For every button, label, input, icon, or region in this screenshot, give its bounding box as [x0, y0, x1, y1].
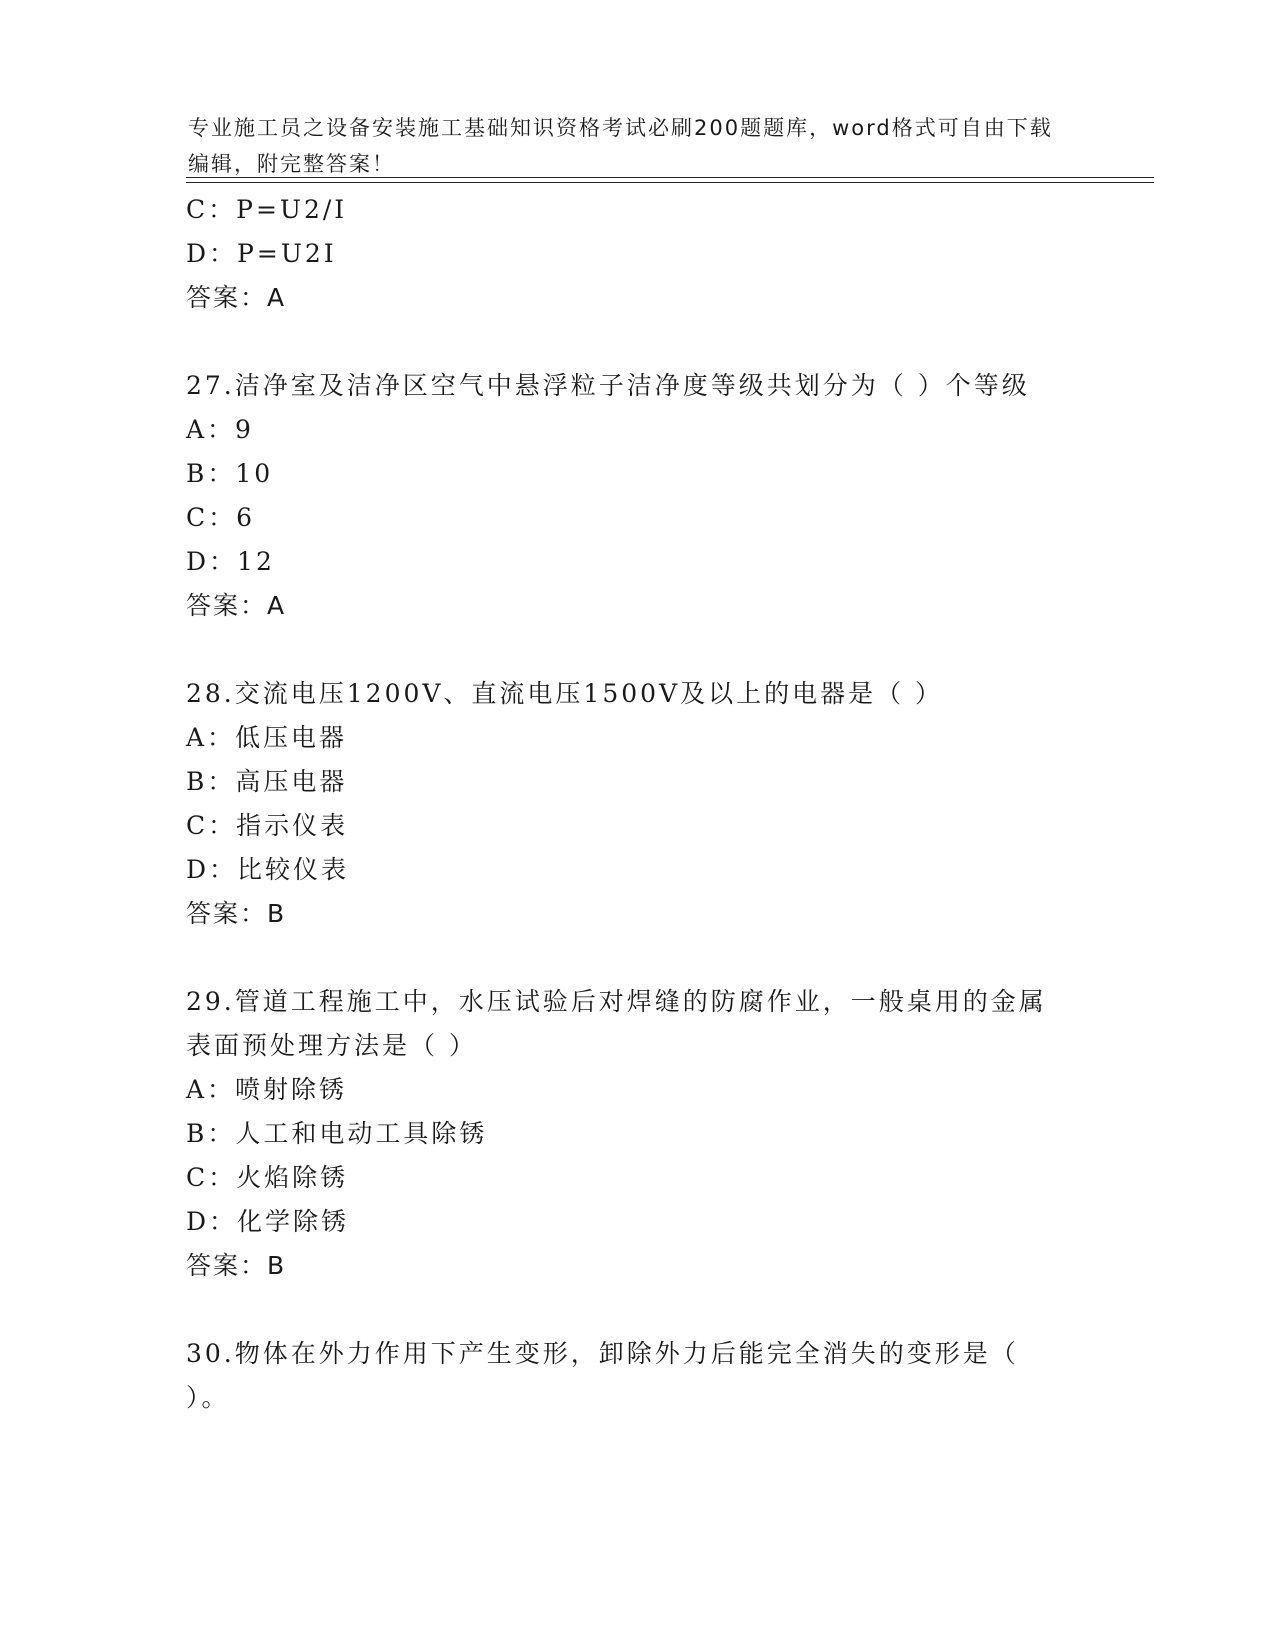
question-28-option-c: C：指示仪表	[186, 811, 349, 840]
question-27-stem: 27.洁净室及洁净区空气中悬浮粒子洁净度等级共划分为（ ）个等级	[186, 371, 1030, 400]
question-27-option-b: B：10	[186, 459, 274, 488]
question-28-option-d: D：比较仪表	[186, 855, 350, 884]
question-30-stem-line2: ）。	[186, 1383, 230, 1412]
question-28-option-b: B：高压电器	[186, 767, 348, 796]
question-29-stem-line1: 29.管道工程施工中，水压试验后对焊缝的防腐作业，一般桌用的金属	[186, 987, 1047, 1016]
question-27-option-d: D：12	[186, 547, 275, 576]
document-header	[188, 74, 1068, 182]
question-28-stem: 28.交流电压1200V、直流电压1500V及以上的电器是（ ）	[186, 679, 944, 708]
question-29-option-a: A：喷射除锈	[186, 1075, 348, 1104]
option-d: D：P=U2I	[186, 239, 337, 268]
question-27-option-c: C：6	[186, 503, 256, 532]
question-28-option-a: A：低压电器	[186, 723, 348, 752]
answer-line: 答案：A	[186, 283, 287, 312]
header-title: 专业施工员之设备安装施工基础知识资格考试必刷200题题库，word格式可自由下载编辑，附完整答案！	[188, 116, 1053, 176]
question-29-option-b: B：人工和电动工具除锈	[186, 1119, 488, 1148]
option-c: C：P=U2/I	[186, 195, 348, 224]
header-divider-top	[186, 177, 1154, 178]
question-29-stem-line2: 表面预处理方法是（ ）	[186, 1031, 477, 1060]
question-29-option-d: D：化学除锈	[186, 1207, 350, 1236]
header-divider-bottom	[186, 182, 1154, 183]
question-28-answer: 答案：B	[186, 899, 287, 928]
question-29-answer: 答案：B	[186, 1251, 287, 1280]
question-29-option-c: C：火焰除锈	[186, 1163, 349, 1192]
question-27-answer: 答案：A	[186, 591, 287, 620]
question-30-stem-line1: 30.物体在外力作用下产生变形，卸除外力后能完全消失的变形是（	[186, 1339, 1019, 1368]
question-27-option-a: A：9	[186, 415, 254, 444]
